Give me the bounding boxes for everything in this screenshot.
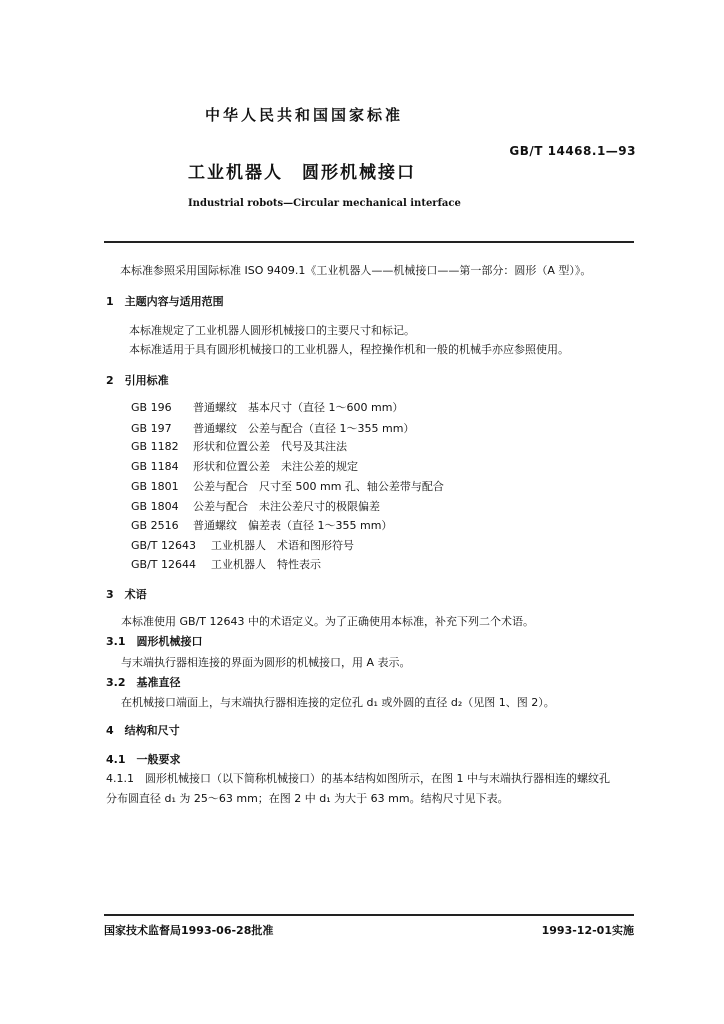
section-4-1-heading: 4.1 一般要求 bbox=[106, 753, 181, 766]
section-1-paragraph-2: 本标准适用于具有圆形机械接口的工业机器人，程控操作机和一般的机械手亦应参照使用。 bbox=[129, 343, 569, 356]
reference-desc: 形状和位置公差 未注公差的规定 bbox=[193, 460, 358, 473]
reference-code: GB 1182 bbox=[131, 440, 179, 453]
reference-desc: 公差与配合 尺寸至 500 mm 孔、轴公差带与配合 bbox=[193, 480, 444, 493]
section-1-heading: 1 主题内容与适用范围 bbox=[106, 295, 224, 308]
reference-desc: 普通螺纹 基本尺寸（直径 1～600 mm） bbox=[193, 401, 404, 414]
reference-code: GB 1801 bbox=[131, 480, 179, 493]
reference-code: GB 1804 bbox=[131, 500, 179, 513]
document-title: 工业机器人 圆形机械接口 bbox=[188, 163, 416, 183]
reference-code: GB 196 bbox=[131, 401, 172, 414]
reference-code: GB 1184 bbox=[131, 460, 179, 473]
section-3-1-heading: 3.1 圆形机械接口 bbox=[106, 635, 203, 648]
reference-item bbox=[131, 399, 403, 415]
reference-code: GB 2516 bbox=[131, 519, 179, 532]
reference-desc: 工业机器人 术语和图形符号 bbox=[211, 539, 354, 552]
reference-desc: 形状和位置公差 代号及其注法 bbox=[193, 440, 347, 453]
section-4-heading: 4 结构和尺寸 bbox=[106, 724, 180, 737]
section-1-paragraph-1: 本标准规定了工业机器人圆形机械接口的主要尺寸和标记。 bbox=[129, 324, 415, 337]
approval-date: 国家技术监督局1993-06-28批准 bbox=[104, 924, 274, 937]
reference-desc: 普通螺纹 公差与配合（直径 1～355 mm） bbox=[193, 422, 415, 435]
section-3-paragraph: 本标准使用 GB/T 12643 中的术语定义。为了正确使用本标准，补充下列二个术语。 bbox=[121, 615, 534, 628]
section-4-1-1-line-2: 分布圆直径 d₁ 为 25～63 mm；在图 2 中 d₁ 为大于 63 mm。结构尺寸见下表。 bbox=[106, 792, 509, 805]
reference-code: GB/T 12643 bbox=[131, 539, 196, 552]
section-3-heading: 3 术语 bbox=[106, 588, 147, 601]
section-2-heading: 2 引用标准 bbox=[106, 374, 169, 387]
national-standard-heading: 中华人民共和国国家标准 bbox=[205, 106, 404, 124]
reference-desc: 公差与配合 未注公差尺寸的极限偏差 bbox=[193, 500, 380, 513]
reference-item bbox=[131, 458, 358, 474]
reference-desc: 普通螺纹 偏差表（直径 1～355 mm） bbox=[193, 519, 393, 532]
standard-code: GB/T 14468.1—93 bbox=[509, 144, 636, 158]
footer-rule bbox=[104, 914, 634, 916]
section-3-2-paragraph: 在机械接口端面上，与末端执行器相连接的定位孔 d₁ 或外圆的直径 d₂（见图 1、图 2）。 bbox=[121, 696, 555, 709]
section-3-2-heading: 3.2 基准直径 bbox=[106, 676, 181, 689]
section-4-1-1-line-1: 4.1.1 圆形机械接口（以下简称机械接口）的基本结构如图所示，在图 1 中与末端执行器相连的螺纹孔 bbox=[106, 772, 610, 785]
header-rule bbox=[104, 241, 634, 243]
intro-paragraph: 本标准参照采用国际标准 ISO 9409.1《工业机器人——机械接口——第一部分：圆形（A 型）》。 bbox=[120, 264, 592, 277]
reference-item bbox=[131, 517, 392, 533]
reference-code: GB/T 12644 bbox=[131, 558, 196, 571]
reference-item bbox=[131, 556, 321, 572]
section-3-1-paragraph: 与末端执行器相连接的界面为圆形的机械接口，用 A 表示。 bbox=[121, 656, 411, 669]
reference-code: GB 197 bbox=[131, 422, 172, 435]
reference-item bbox=[131, 420, 414, 436]
english-title: Industrial robots—Circular mechanical interface bbox=[188, 198, 461, 209]
reference-item bbox=[131, 478, 444, 494]
effective-date: 1993-12-01实施 bbox=[541, 924, 634, 937]
reference-desc: 工业机器人 特性表示 bbox=[211, 558, 321, 571]
reference-item bbox=[131, 537, 354, 553]
reference-item bbox=[131, 438, 347, 454]
reference-item bbox=[131, 498, 380, 514]
